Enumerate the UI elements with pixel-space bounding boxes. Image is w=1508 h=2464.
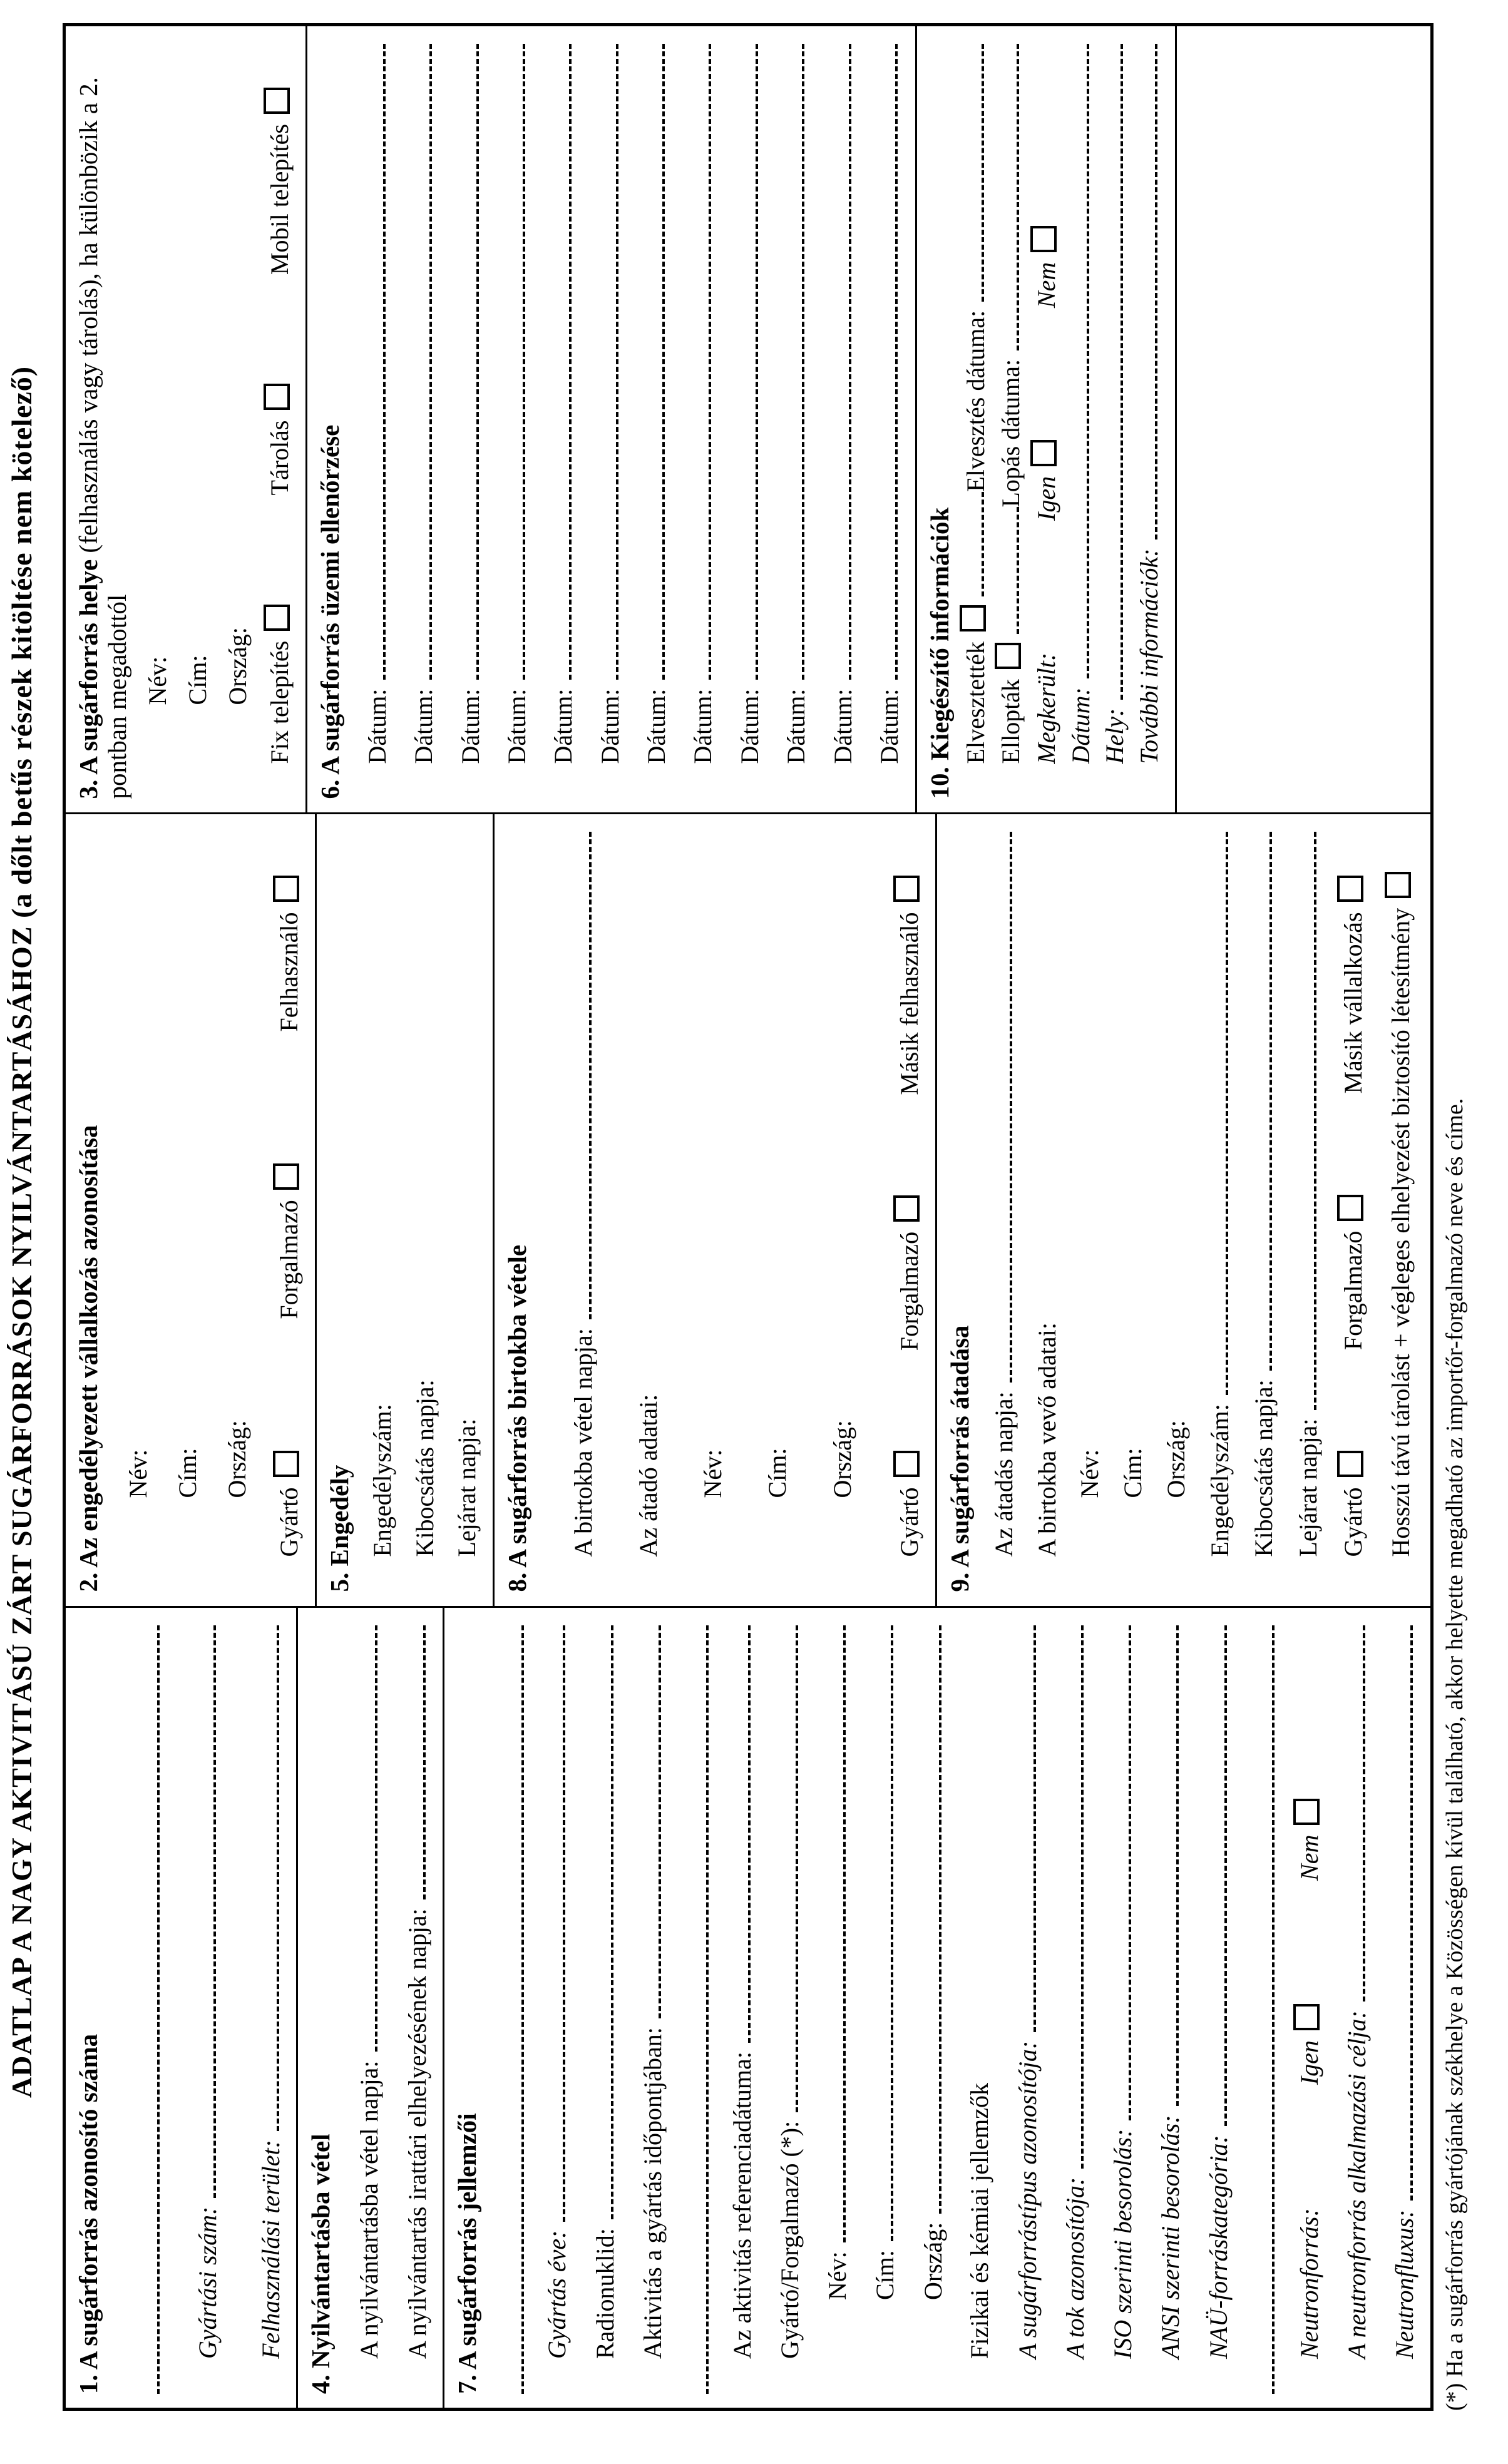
field-label: Név:: [823, 2251, 852, 2300]
field-orszag: [918, 1625, 948, 2394]
field-label: Ország:: [1161, 1420, 1190, 1498]
row-neutronforras: [1293, 1625, 1324, 2394]
checks-lead-label: Neutronforrás:: [1295, 2208, 1323, 2359]
field-gyartasi-szam: [193, 1625, 223, 2394]
caption-birtokba-vevo-adatai: [1034, 832, 1062, 1592]
dotted-write-line[interactable]: [918, 1625, 941, 2214]
field-label: Az aktivitás referenciadátuma:: [727, 2052, 756, 2359]
source-id-writing-line: [136, 1625, 160, 2394]
dotted-write-line[interactable]: [1390, 1625, 1413, 2201]
dotted-write-line[interactable]: [354, 1625, 377, 2052]
field-elvesztes-datuma: Elvesztés dátuma:: [961, 310, 990, 492]
checkbox-gyarto[interactable]: [273, 1451, 299, 1477]
dotted-write-line[interactable]: [1156, 1625, 1179, 2107]
field-orszag: [1162, 832, 1191, 1592]
checkbox-felhasznalo-label: Felhasználó: [273, 876, 304, 1031]
field-label: További információk:: [1134, 548, 1163, 764]
field-aktivitas-gyartaskor: [638, 1625, 667, 2394]
field-gyartas-eve: [543, 1625, 572, 2394]
checkbox-igen-label: Igen: [1293, 2004, 1324, 2085]
checkbox-tarolas-label: Tárolás: [264, 384, 294, 495]
field-label: Dátum:: [735, 688, 764, 764]
dotted-write-line[interactable]: [1100, 44, 1124, 700]
checkbox-forgalmazo[interactable]: [273, 1163, 299, 1190]
row-elloptak: [995, 44, 1025, 799]
field-datum: [1066, 44, 1095, 799]
caption-label: A birtokba vevő adatai:: [1032, 1322, 1061, 1557]
checkbox-fix-telepites[interactable]: [264, 605, 290, 631]
checkbox-masik-vallalkozas[interactable]: [1337, 876, 1363, 902]
header-plain-part: (felhasználás vagy tárolás), ha különbözik a 2. pontban megadottól: [74, 77, 131, 799]
field-nev: [144, 44, 172, 799]
checkbox-mobil-telepites[interactable]: [264, 88, 290, 114]
field-iso-besorolas: [1108, 1625, 1137, 2394]
field-engedelyszam: [1205, 832, 1234, 1592]
checkbox-igen[interactable]: [1293, 2004, 1320, 2030]
field-nev: [125, 832, 153, 1592]
dotted-write-line[interactable]: [456, 44, 479, 680]
dotted-write-line[interactable]: [775, 1625, 798, 2112]
section-3-header: [74, 44, 132, 799]
field-radionuklid: [590, 1625, 620, 2394]
field-nev: [823, 1625, 852, 2394]
checkbox-elloptak[interactable]: [995, 643, 1021, 669]
checkbox-igen[interactable]: [1030, 440, 1057, 466]
checkbox-masik-vallalkozas-label: Másik vállalkozás: [1337, 876, 1368, 1093]
field-orszag: [829, 832, 857, 1592]
dotted-write-line[interactable]: [871, 1625, 894, 2241]
field-label: Hely:: [1100, 708, 1129, 764]
field-engedelyszam: [369, 832, 397, 1592]
field-datum-1: [362, 44, 392, 799]
field-sugarforrastipus-azonositoja: [1013, 1625, 1042, 2394]
dotted-write-line[interactable]: [997, 44, 1020, 350]
writing-line: [501, 1625, 524, 2394]
field-label: Kibocsátás napja:: [1249, 1379, 1278, 1557]
dotted-write-line[interactable]: [256, 1625, 279, 2132]
dotted-write-line[interactable]: [1108, 1625, 1131, 2120]
dotted-write-line[interactable]: [638, 1625, 661, 2019]
field-label: Név:: [124, 1449, 153, 1498]
writing-line: [685, 1625, 709, 2394]
checkbox-nem[interactable]: [1293, 1799, 1320, 1825]
field-cim: [184, 44, 212, 799]
checkbox-letesitmeny[interactable]: [1385, 872, 1411, 898]
field-label: Aktivitás a gyártás időpontjában:: [638, 2027, 667, 2359]
caption-label: Az átadó adatai:: [633, 1394, 662, 1557]
field-cim: [764, 832, 792, 1592]
footnote: (*) Ha a sugárforrás gyártójának székhelye a Közösségen kívül található, akkor helyette megadható az importőr-forgalmazó neve és címe.: [1442, 1098, 1468, 2411]
field-cim: [174, 832, 202, 1592]
dotted-write-line[interactable]: [403, 1625, 426, 1900]
dotted-write-line[interactable]: [1293, 832, 1316, 1409]
spacer-line[interactable]: [997, 508, 1020, 634]
dotted-write-line[interactable]: [689, 44, 712, 680]
dotted-write-line[interactable]: [642, 44, 665, 680]
checks-lead-label: Megkerült:: [1032, 652, 1061, 764]
field-label: Dátum:: [595, 688, 624, 764]
dotted-write-line[interactable]: [1060, 1625, 1084, 2169]
row-megkerult: [1030, 44, 1061, 799]
checkbox-forgalmazo-label: Forgalmazó: [1337, 1195, 1368, 1350]
field-label: Lejárat napja:: [453, 1418, 481, 1557]
field-label: Dátum:: [782, 688, 811, 764]
section-8-receipt: [493, 814, 935, 1605]
section-1-header: 1. A sugárforrás azonosító száma: [74, 2033, 103, 2394]
checkbox-igen-label: Igen: [1030, 440, 1061, 521]
checkbox-forgalmazo-label: Forgalmazó: [273, 1163, 304, 1319]
dotted-write-line[interactable]: [685, 1625, 709, 2394]
dotted-write-line[interactable]: [409, 44, 432, 680]
dotted-write-line[interactable]: [781, 44, 804, 680]
dotted-write-line[interactable]: [543, 1625, 566, 2222]
section-4-header: 4. Nyilvántartásba vétel: [306, 2134, 336, 2394]
field-datum-2: [409, 44, 438, 799]
dotted-write-line[interactable]: [568, 832, 592, 1319]
field-label: A tok azonosítója:: [1060, 2177, 1089, 2359]
field-label: Ország:: [918, 2222, 947, 2300]
section-2-holder: [66, 814, 315, 1605]
field-aktivitas-referenciadatuma: [727, 1625, 757, 2394]
field-tok-azonositoja: [1060, 1625, 1090, 2394]
field-label: Dátum:: [409, 688, 438, 764]
checkbox-elloptak-label: Ellopták: [995, 643, 1025, 764]
field-label: Név:: [698, 1449, 727, 1498]
field-label: Gyártási szám:: [193, 2206, 222, 2359]
field-datum-7: [642, 44, 671, 799]
field-label: Dátum:: [689, 688, 717, 764]
row-hosszu-tavu-tarolas: [1383, 832, 1419, 1592]
dotted-write-line[interactable]: [961, 44, 984, 302]
checkbox-masik-felhasznalo[interactable]: [893, 876, 920, 902]
field-label: Dátum:: [456, 688, 485, 764]
field-datum-4: [502, 44, 531, 799]
dotted-write-line[interactable]: [989, 832, 1012, 1383]
checkbox-nem[interactable]: [1030, 226, 1057, 252]
dotted-write-line[interactable]: [1342, 1625, 1365, 2002]
field-label: Ország:: [828, 1420, 856, 1498]
form-table: [63, 23, 1434, 2411]
dotted-write-line[interactable]: [136, 1625, 160, 2394]
field-datum-11: [828, 44, 858, 799]
field-label: A nyilvántartás irattári elhelyezésének napja:: [403, 1908, 431, 2359]
empty-cell: [1175, 26, 1430, 812]
section-5-licence: [315, 814, 493, 1605]
field-lejarat-napja: [1293, 832, 1323, 1592]
dotted-write-line[interactable]: [823, 1625, 846, 2243]
field-label: NAÜ-forráskategória:: [1204, 2135, 1233, 2359]
field-label: A sugárforrástípus azonosítója:: [1013, 2040, 1042, 2359]
checkbox-forgalmazo[interactable]: [1337, 1195, 1363, 1221]
field-label: Dátum:: [875, 688, 903, 764]
dotted-write-line[interactable]: [735, 44, 758, 680]
field-label: Dátum:: [502, 688, 531, 764]
section-6-checks: [305, 26, 915, 812]
field-label: Engedélyszám:: [1205, 1404, 1234, 1557]
page-title: ADATLAP A NAGY AKTIVITÁSÚ ZÁRT SUGÁRFORRÁSOK NYILVÁNTARTÁSÁHOZ (a dőlt betűs részek kitöltése nem kötelező): [6, 366, 38, 2098]
section-2-header: 2. Az engedélyezett vállalkozás azonosítása: [74, 1125, 103, 1592]
row-vallalkozas-tipus: [273, 832, 304, 1592]
row-vevo-tipus: [1337, 832, 1368, 1592]
dotted-write-line[interactable]: [1204, 1625, 1227, 2127]
checkbox-gyarto-label: Gyártó: [893, 1451, 924, 1557]
field-label: Cím:: [173, 1448, 202, 1498]
field-lejarat-napja: [453, 832, 481, 1592]
section-8-header: 8. A sugárforrás birtokba vétele: [502, 1244, 531, 1592]
table-column-1: [66, 1608, 1430, 2408]
field-neutronforras-celja: [1342, 1625, 1372, 2394]
section-6-header: 6. A sugárforrás üzemi ellenőrzése: [315, 424, 345, 799]
caption-fizikai-kemiai: [966, 1625, 994, 2394]
dotted-write-line[interactable]: [362, 44, 386, 680]
checkbox-nem-label: Nem: [1293, 1799, 1324, 1881]
checkbox-forgalmazo-label: Forgalmazó: [893, 1195, 924, 1351]
caption-label: Fizikai és kémiai jellemzők: [965, 2083, 994, 2359]
checkbox-masik-felhasznalo-label: Másik felhasználó: [893, 876, 924, 1095]
field-nev: [1076, 832, 1104, 1592]
dotted-write-line[interactable]: [875, 44, 898, 680]
field-datum-3: [456, 44, 485, 799]
dotted-write-line[interactable]: [828, 44, 851, 680]
dotted-write-line[interactable]: [1134, 44, 1157, 539]
section-1-source-id: [66, 1608, 296, 2408]
field-felhasznalasi-terulet: [256, 1625, 285, 2394]
caption-atado-adatai: [635, 832, 663, 1592]
section-10-header: 10. Kiegészítő információk: [925, 507, 954, 799]
field-label: Kibocsátás napja:: [410, 1379, 439, 1557]
field-cim: [871, 1625, 900, 2394]
field-label: Lejárat napja:: [1293, 1418, 1322, 1557]
row-atado-tipus: [893, 832, 924, 1592]
section-9-transfer: [935, 814, 1430, 1605]
section-9-header: 9. A sugárforrás átadása: [945, 1325, 974, 1592]
field-nau-forraskategoria: [1204, 1625, 1233, 2394]
dotted-write-line[interactable]: [1013, 1625, 1036, 2032]
field-datum-9: [735, 44, 764, 799]
field-datum-10: [781, 44, 811, 799]
field-orszag: [223, 832, 252, 1592]
field-ansi-besorolas: [1156, 1625, 1186, 2394]
field-label: Dátum:: [549, 688, 578, 764]
section-10-additional-info: [915, 26, 1175, 812]
field-label: Dátum:: [828, 688, 857, 764]
field-tovabbi-informaciok: [1134, 44, 1164, 799]
field-label: Radionuklid:: [590, 2228, 619, 2359]
field-label: Cím:: [763, 1448, 792, 1498]
field-label: Engedélyszám:: [367, 1404, 396, 1557]
field-label: Gyártás éve:: [543, 2230, 572, 2359]
field-label: Cím:: [183, 655, 212, 705]
field-atadas-napja: [989, 832, 1018, 1592]
field-label: Dátum:: [642, 688, 671, 764]
field-label: Dátum:: [1066, 687, 1095, 764]
checkbox-forgalmazo[interactable]: [893, 1195, 920, 1222]
field-datum-5: [548, 44, 578, 799]
field-label: A nyilvántartásba vétel napja:: [355, 2060, 384, 2359]
field-gyarto-forgalmazo: [775, 1625, 804, 2394]
dotted-write-line[interactable]: [193, 1625, 217, 2198]
field-irattari-elhelyezes-napja: [403, 1625, 432, 2394]
field-label: Az átadás napja:: [990, 1391, 1018, 1557]
field-label: Cím:: [1118, 1448, 1147, 1498]
field-kibocsatas-napja: [411, 832, 439, 1592]
field-hely: [1100, 44, 1130, 799]
field-label: Dátum:: [362, 688, 391, 764]
checkbox-tarolas[interactable]: [264, 384, 290, 410]
section-4-registration: [296, 1608, 443, 2408]
section-7-characteristics: [443, 1608, 1430, 2408]
table-column-2: [66, 814, 1430, 1607]
field-datum-8: [689, 44, 718, 799]
checkbox-mobil-telepites-label: Mobil telepítés: [264, 88, 294, 275]
checkbox-gyarto[interactable]: [1337, 1451, 1363, 1477]
section-7-header: 7. A sugárforrás jellemzői: [453, 2113, 482, 2394]
field-neutronfluxus: [1390, 1625, 1419, 2394]
dotted-write-line[interactable]: [548, 44, 572, 680]
checkbox-nem-label: Nem: [1030, 226, 1061, 308]
dotted-write-line[interactable]: [1251, 1625, 1275, 2394]
checkbox-fix-telepites-label: Fix telepítés: [264, 605, 294, 764]
checkbox-elvesztettek-label: Elvesztették: [960, 605, 990, 764]
field-label: ANSI szerinti besorolás:: [1156, 2115, 1185, 2359]
checkbox-elvesztettek[interactable]: [960, 605, 986, 631]
field-label: Név:: [143, 656, 172, 705]
field-label: Ország:: [223, 627, 252, 705]
long-text: Hosszú távú tárolást + végleges elhelyezést biztosító létesítmény: [1383, 872, 1419, 1557]
section-3-location: [66, 26, 305, 812]
row-telepites-tipus: [264, 44, 294, 799]
field-birtokba-vetel-napja: [568, 832, 598, 1592]
dotted-write-line[interactable]: [1205, 832, 1228, 1395]
dotted-write-line[interactable]: [727, 1625, 751, 2043]
field-orszag: [224, 44, 252, 799]
field-cim: [1119, 832, 1147, 1592]
spacer-line[interactable]: [961, 492, 984, 596]
field-datum-12: [875, 44, 904, 799]
field-kibocsatas-napja: [1249, 832, 1279, 1592]
field-label: Neutronfluxus:: [1390, 2209, 1419, 2359]
checkbox-gyarto[interactable]: [893, 1451, 920, 1477]
field-label: A birtokba vétel napja:: [569, 1328, 598, 1557]
checkbox-gyarto-label: Gyártó: [273, 1451, 304, 1557]
field-nyilvantartasba-vetel-napja: [354, 1625, 384, 2394]
header-bold-part: 3. A sugárforrás helye: [74, 553, 103, 799]
field-label: Cím:: [871, 2249, 900, 2300]
section-5-header: 5. Engedély: [325, 1465, 354, 1592]
field-label: ISO szerinti besorolás:: [1109, 2129, 1137, 2359]
checkbox-felhasznalo[interactable]: [273, 876, 299, 902]
dotted-write-line[interactable]: [501, 1625, 524, 2394]
field-nev: [699, 832, 727, 1592]
dotted-write-line[interactable]: [595, 44, 618, 680]
table-column-3: [66, 26, 1430, 814]
checkbox-gyarto-label: Gyártó: [1337, 1451, 1368, 1557]
field-datum-6: [595, 44, 625, 799]
dotted-write-line[interactable]: [502, 44, 525, 680]
dotted-write-line[interactable]: [590, 1625, 613, 2220]
dotted-write-line[interactable]: [1249, 832, 1273, 1371]
field-label: A neutronforrás alkalmazási célja:: [1342, 2010, 1371, 2359]
writing-line: [1251, 1625, 1275, 2394]
field-label: Felhasználási terület:: [256, 2140, 285, 2359]
dotted-write-line[interactable]: [1066, 44, 1089, 678]
field-label: Gyártó/Forgalmazó (*):: [775, 2120, 804, 2359]
field-label: Név:: [1075, 1449, 1104, 1498]
field-label: Ország:: [223, 1420, 252, 1498]
row-elvesztettek: [960, 44, 990, 799]
field-lopas-datuma: Lopás dátuma:: [997, 359, 1025, 508]
